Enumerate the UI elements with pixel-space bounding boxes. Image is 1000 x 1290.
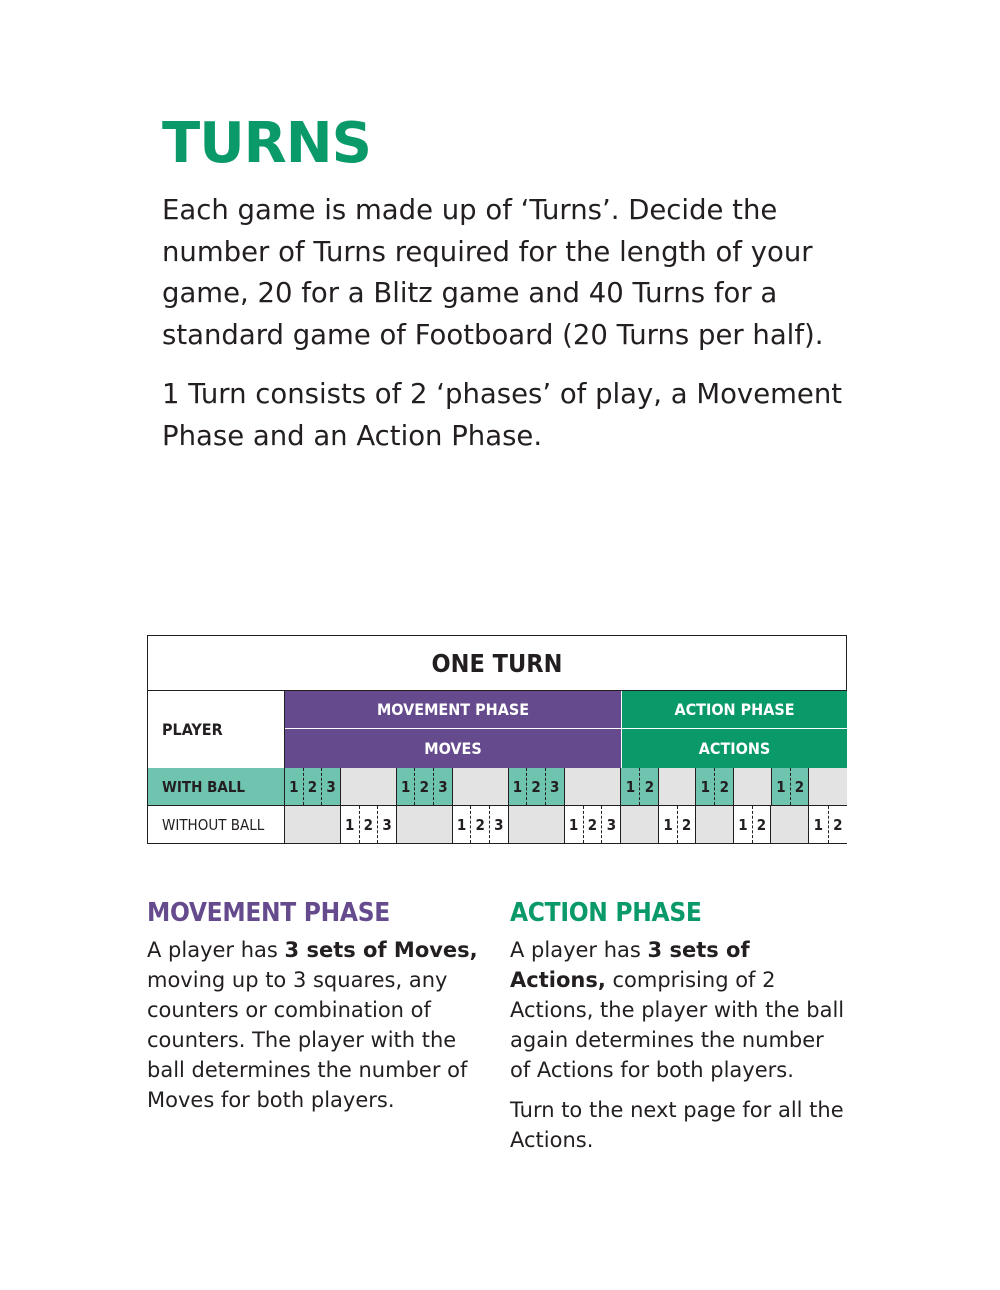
action-text-after: comprising of 2 Actions, the player with the ball again determines the number of Actions for both players. xyxy=(510,968,845,1082)
move-set-slot xyxy=(509,768,565,805)
empty-slot xyxy=(659,768,696,805)
slot-number: 3 xyxy=(326,777,336,796)
intro-text xyxy=(162,190,882,475)
slot-number: 2 xyxy=(794,777,805,796)
empty-slot xyxy=(621,806,659,843)
movement-phase-section xyxy=(147,895,487,1125)
slot-number: 2 xyxy=(756,815,767,834)
slot-number: 2 xyxy=(527,768,546,805)
movement-phase-text xyxy=(147,935,487,1115)
empty-slot xyxy=(565,768,622,805)
with-ball-label: WITH BALL xyxy=(148,768,285,806)
action-set-slot xyxy=(772,768,809,805)
action-phase-header: ACTION PHASE xyxy=(621,691,847,729)
empty-slot xyxy=(397,806,453,843)
slot-number: 2 xyxy=(719,777,729,796)
move-set-slot xyxy=(565,806,622,843)
slot-number: 1 xyxy=(397,768,416,805)
slot-number: 2 xyxy=(833,815,843,834)
slot-number: 3 xyxy=(382,815,392,834)
empty-slot xyxy=(285,806,341,843)
player-label: PLAYER xyxy=(148,691,285,768)
action-phase-text xyxy=(510,935,850,1085)
slot-number: 1 xyxy=(341,806,360,843)
slot-number: 1 xyxy=(696,768,715,805)
action-set-slot xyxy=(696,768,734,805)
slot-number: 2 xyxy=(304,768,323,805)
empty-slot xyxy=(809,768,847,805)
move-set-slot xyxy=(397,768,453,805)
empty-slot xyxy=(734,768,772,805)
next-page-text: Turn to the next page for all the Actions. xyxy=(510,1098,844,1152)
with-ball-slots xyxy=(285,768,847,806)
slot-number: 2 xyxy=(584,806,603,843)
action-set-slot xyxy=(734,806,771,843)
slot-number: 1 xyxy=(453,806,472,843)
action-phase-heading: ACTION PHASE xyxy=(510,898,702,928)
without-ball-label: WITHOUT BALL xyxy=(148,806,285,843)
slot-number: 1 xyxy=(734,806,752,843)
action-set-slot xyxy=(809,806,847,843)
move-set-slot xyxy=(285,768,341,805)
page-title: TURNS xyxy=(162,111,371,176)
moves-header: MOVES xyxy=(285,729,621,768)
action-text-bold: 3 sets of Actions, xyxy=(510,938,750,992)
empty-slot xyxy=(696,806,734,843)
empty-slot xyxy=(771,806,809,843)
without-ball-slots xyxy=(285,806,847,843)
empty-slot xyxy=(453,768,509,805)
slot-number: 1 xyxy=(809,806,828,843)
move-set-slot xyxy=(341,806,397,843)
slot-number: 1 xyxy=(772,768,790,805)
empty-slot xyxy=(341,768,397,805)
empty-slot xyxy=(509,806,565,843)
slot-number: 2 xyxy=(644,777,655,796)
slot-number: 2 xyxy=(360,806,379,843)
action-text-before: A player has xyxy=(510,938,648,962)
slot-number: 3 xyxy=(438,777,448,796)
table-header: ONE TURN xyxy=(148,636,846,691)
move-set-slot xyxy=(453,806,509,843)
slot-number: 3 xyxy=(550,777,560,796)
slot-number: 2 xyxy=(415,768,434,805)
movement-phase-header: MOVEMENT PHASE xyxy=(285,691,621,729)
slot-number: 1 xyxy=(509,768,528,805)
slot-number: 2 xyxy=(681,815,692,834)
action-phase-section xyxy=(510,895,850,1165)
action-set-slot xyxy=(621,768,659,805)
slot-number: 3 xyxy=(494,815,504,834)
one-turn-table xyxy=(147,635,847,844)
action-set-slot xyxy=(659,806,696,843)
slot-number: 1 xyxy=(285,768,304,805)
movement-text-before: A player has xyxy=(147,938,285,962)
slot-number: 1 xyxy=(659,806,677,843)
movement-phase-heading: MOVEMENT PHASE xyxy=(147,898,390,928)
intro-paragraph-2: 1 Turn consists of 2 ‘phases’ of play, a Movement Phase and an Action Phase. xyxy=(162,378,843,452)
slot-number: 2 xyxy=(471,806,490,843)
intro-paragraph-1: Each game is made up of ‘Turns’. Decide the number of Turns required for the length of your game, 20 for a Blitz game and 40 Turns for a standard game of Footboard (20 Turns per half). xyxy=(162,194,824,351)
movement-text-after: moving up to 3 squares, any counters or combination of counters. The player with the ball determines the number of Moves for both players. xyxy=(147,968,468,1112)
movement-text-bold: 3 sets of Moves, xyxy=(284,938,478,962)
slot-number: 3 xyxy=(606,815,617,834)
actions-header: ACTIONS xyxy=(621,729,847,768)
slot-number: 1 xyxy=(565,806,584,843)
slot-number: 1 xyxy=(621,768,640,805)
